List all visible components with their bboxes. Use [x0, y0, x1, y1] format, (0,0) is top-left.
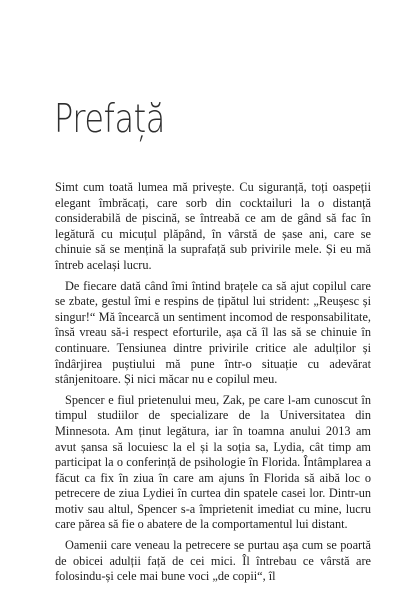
paragraph: De fiecare dată când îmi întind brațele ca să ajut copilul care se zbate, gestul îmi e respins de țipătul lui strident: „Reușesc și singur!“ Mă încearcă un sentiment incomod de responsabilitate, însă vreau să-i respect eforturile, așa că îl las să se chinuie în continuare. Tensiunea dintre privirile critice ale adulților și îndârjirea puștiului mă pune într-o situație cu adevărat stânjenitoare. Și nici măcar nu e copilul meu.	[55, 278, 371, 387]
body-text	[55, 180, 371, 590]
paragraph: Oamenii care veneau la petrecere se purtau așa cum se poartă de obicei adulții față de cei mici. Îl întrebau ce vârstă are folosindu-și cele mai bune voci „de copii“, îl	[55, 538, 371, 584]
paragraph: Spencer e fiul prietenului meu, Zak, pe care l-am cunoscut în timpul studiilor de specializare de la Universitatea din Minnesota. Am ținut legătura, iar în toamna anului 2013 am avut șansa să locuiesc la el și la soția sa, Lydia, cât timp am participat la o conferință de psihologie în Florida. Întâmplarea a făcut ca fix în ziua în care am ajuns în Florida să aibă loc o petrecere de ziua Lydiei în curtea din spatele casei lor. Dintr-un motiv sau altul, Spencer s-a împrietenit imediat cu mine, lucru care părea să fie o abatere de la comportamentul lui distant.	[55, 392, 371, 532]
paragraph: Simt cum toată lumea mă privește. Cu siguranță, toți oaspeții elegant îmbrăcați, care sorb din cocktailuri la o distanță considerabilă de piscină, se întreabă ce am de gând să fac în legătură cu micuțul plăpând, în vârstă de șase ani, care se chinuie să se mențină la suprafață sub privirile mele. Și eu mă întreb același lucru.	[55, 180, 371, 272]
chapter-heading: Prefață	[54, 97, 165, 142]
